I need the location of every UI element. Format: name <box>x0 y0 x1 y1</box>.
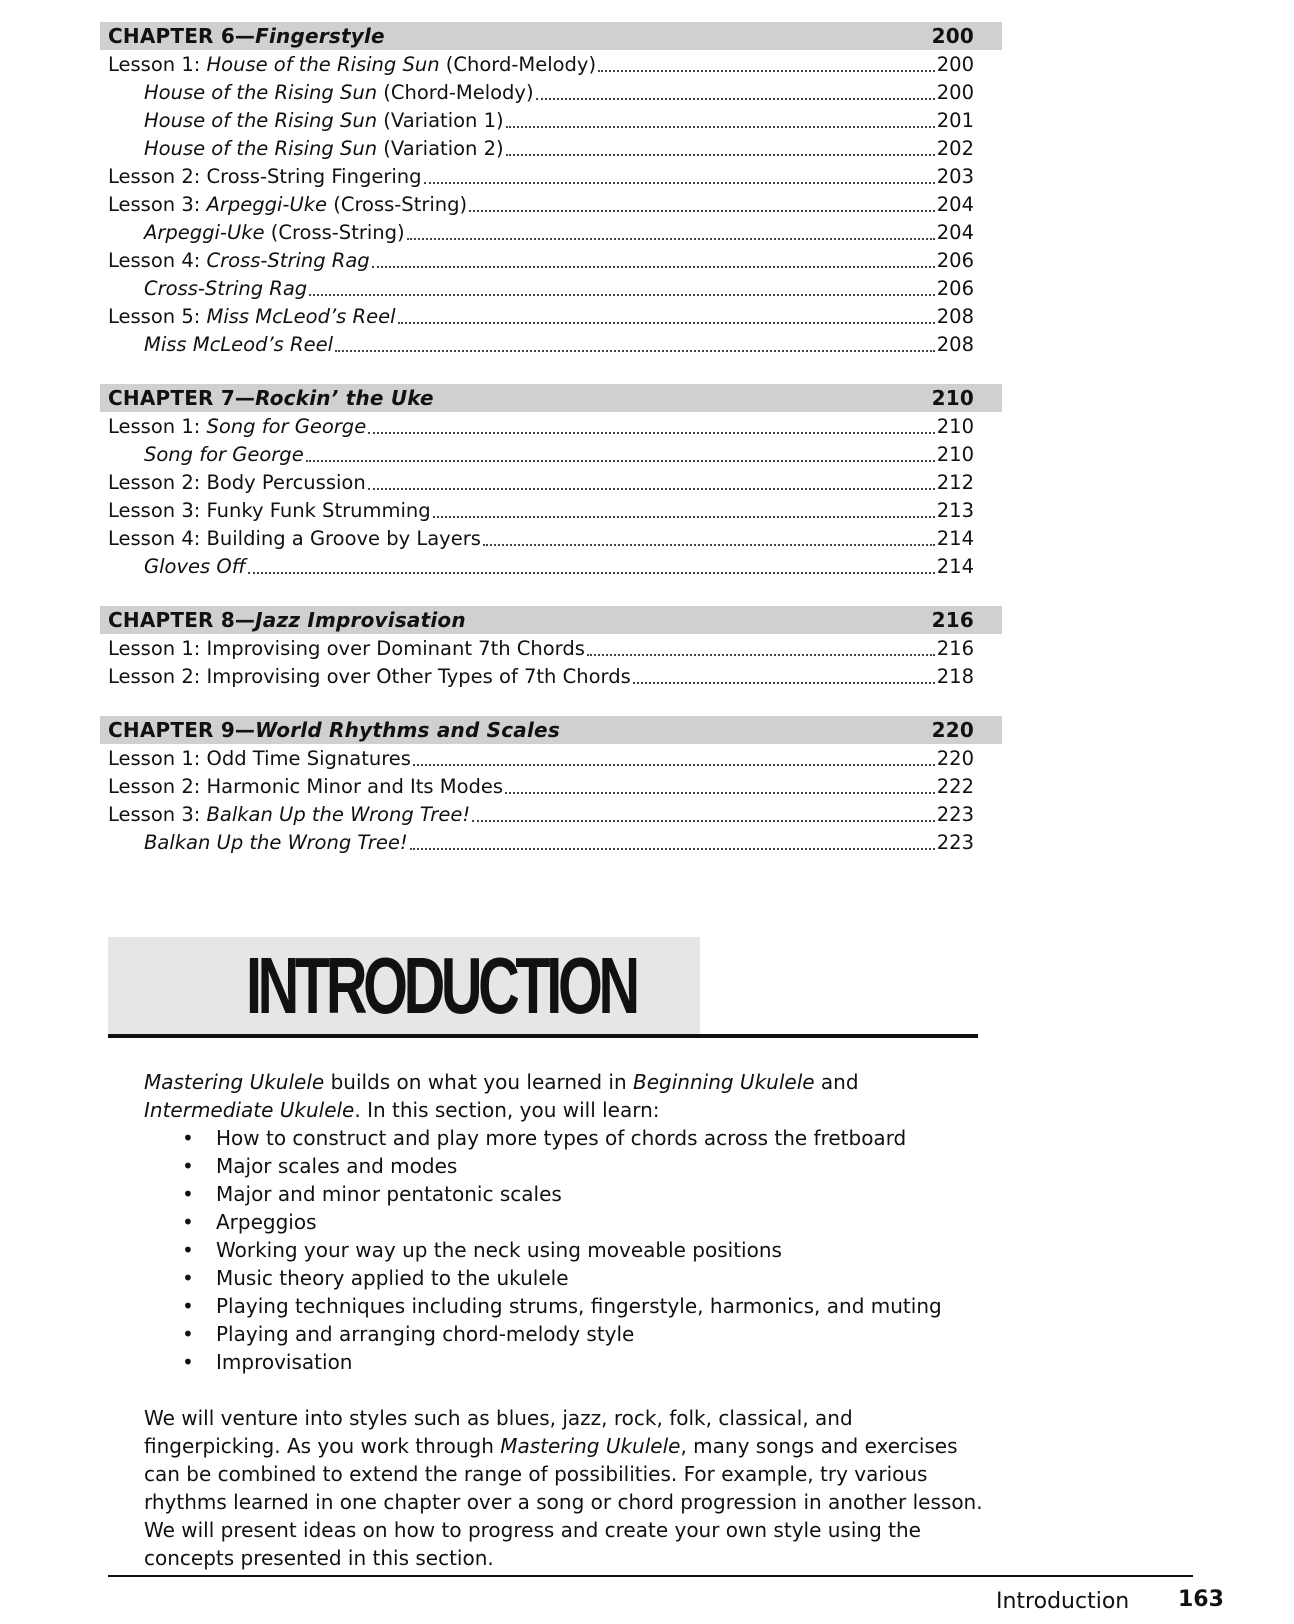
entry-prefix: Lesson 3: <box>108 193 207 216</box>
entry-prefix: Lesson 4: Building a Groove by Layers <box>108 527 481 550</box>
list-item <box>144 1208 984 1236</box>
entry-song-title: Arpeggi-Uke <box>144 221 265 244</box>
entry-page-number: 206 <box>936 277 974 300</box>
bullet-icon: • <box>182 1210 194 1234</box>
entry-page-number: 223 <box>936 831 974 854</box>
entry-page-number: 214 <box>936 527 974 550</box>
entry-title <box>144 276 307 302</box>
chapter-heading <box>100 22 1002 50</box>
entry-page-number: 210 <box>936 415 974 438</box>
entry-prefix: Lesson 1: <box>108 415 207 438</box>
book-title: Mastering Ukulele <box>500 1434 681 1458</box>
list-item-text: Working your way up the neck using moveable positions <box>216 1238 782 1262</box>
toc-entry <box>100 772 1002 800</box>
entry-suffix: (Cross-String) <box>327 193 468 216</box>
text: and <box>814 1070 859 1094</box>
entry-song-title: Gloves Off <box>144 555 246 578</box>
text: , many songs and exercises can be combined to extend the range of possibilities. For example, try various rhythms learned in one chapter over a song or chord progression in another lesson. We will present ideas on how to progress and create your own style using the concepts presented in this section. <box>144 1434 983 1570</box>
footer-section-label: Introduction <box>996 1589 1130 1614</box>
entry-prefix: Lesson 2: Body Percussion <box>108 471 366 494</box>
dot-leader <box>407 238 935 240</box>
entry-song-title: Balkan Up the Wrong Tree! <box>144 831 408 854</box>
entry-page-number: 223 <box>936 803 974 826</box>
entry-page-number: 220 <box>936 747 974 770</box>
chapter-heading <box>100 606 1002 634</box>
book-title: Beginning Ukulele <box>633 1070 815 1094</box>
list-item <box>144 1180 984 1208</box>
list-item <box>144 1236 984 1264</box>
entry-prefix: Lesson 4: <box>108 249 207 272</box>
toc-subentry <box>100 828 1002 856</box>
chapter-label: CHAPTER 6— <box>108 24 256 48</box>
entry-title <box>108 526 481 552</box>
learning-list <box>144 1124 984 1376</box>
entry-title <box>144 108 504 134</box>
dot-leader <box>335 350 935 352</box>
entry-song-title: Song for George <box>206 415 367 438</box>
entry-title <box>144 220 405 246</box>
intro-heading: INTRODUCTION <box>246 941 636 1030</box>
list-item <box>144 1152 984 1180</box>
entry-page-number: 206 <box>936 249 974 272</box>
entry-title <box>108 664 631 690</box>
toc-entry <box>100 162 1002 190</box>
entry-page-number: 214 <box>936 555 974 578</box>
dot-leader <box>424 182 935 184</box>
entry-song-title: Miss McLeod’s Reel <box>206 305 396 328</box>
toc-entry <box>100 412 1002 440</box>
list-item-text: Playing techniques including strums, fingerstyle, harmonics, and muting <box>216 1294 942 1318</box>
chapter-heading <box>100 716 1002 744</box>
chapter-label: CHAPTER 9— <box>108 718 256 742</box>
entry-page-number: 210 <box>936 443 974 466</box>
entry-page-number: 201 <box>936 109 974 132</box>
dot-leader <box>398 322 935 324</box>
dot-leader <box>413 764 935 766</box>
toc-subentry <box>100 78 1002 106</box>
chapter-page-number: 200 <box>931 24 974 48</box>
entry-title <box>108 636 585 662</box>
entry-prefix: Lesson 2: Harmonic Minor and Its Modes <box>108 775 504 798</box>
dot-leader <box>506 154 935 156</box>
entry-title <box>144 136 504 162</box>
entry-title <box>108 414 366 440</box>
chapter-label: CHAPTER 7— <box>108 386 256 410</box>
chapter-page-number: 210 <box>931 386 974 410</box>
list-item-text: Improvisation <box>216 1350 353 1374</box>
entry-prefix: Lesson 5: <box>108 305 207 328</box>
toc-entry <box>100 50 1002 78</box>
dot-leader <box>372 266 935 268</box>
list-item <box>144 1292 984 1320</box>
list-item-text: Major scales and modes <box>216 1154 458 1178</box>
entry-prefix: Lesson 2: Cross-String Fingering <box>108 165 422 188</box>
entry-title <box>108 498 431 524</box>
dot-leader <box>506 126 935 128</box>
bullet-icon: • <box>182 1238 194 1262</box>
list-item-text: How to construct and play more types of chords across the fretboard <box>216 1126 907 1150</box>
dot-leader <box>368 432 935 434</box>
toc-subentry <box>100 218 1002 246</box>
chapter-label: CHAPTER 8— <box>108 608 256 632</box>
chapter-title <box>108 386 434 410</box>
toc-entry <box>100 496 1002 524</box>
entry-title <box>108 746 411 772</box>
toc-subentry <box>100 274 1002 302</box>
entry-title <box>108 802 470 828</box>
dot-leader <box>309 294 935 296</box>
entry-song-title: House of the Rising Sun <box>206 53 440 76</box>
entry-page-number: 200 <box>936 81 974 104</box>
entry-prefix: Lesson 1: Improvising over Dominant 7th Chords <box>108 637 585 660</box>
toc-subentry <box>100 552 1002 580</box>
entry-page-number: 213 <box>936 499 974 522</box>
chapter-page-number: 216 <box>931 608 974 632</box>
list-item <box>144 1264 984 1292</box>
bullet-icon: • <box>182 1266 194 1290</box>
entry-suffix: (Variation 2) <box>377 137 504 160</box>
entry-suffix: (Chord-Melody) <box>439 53 597 76</box>
list-item-text: Arpeggios <box>216 1210 317 1234</box>
dot-leader <box>483 544 935 546</box>
entry-title <box>144 332 333 358</box>
text: builds on what you learned in <box>324 1070 634 1094</box>
entry-page-number: 200 <box>936 53 974 76</box>
dot-leader <box>472 820 935 822</box>
footer-rule <box>108 1575 1193 1577</box>
entry-suffix: (Variation 1) <box>377 109 504 132</box>
entry-page-number: 208 <box>936 333 974 356</box>
entry-title <box>108 192 467 218</box>
toc-entry <box>100 800 1002 828</box>
dot-leader <box>587 654 935 656</box>
entry-song-title: Cross-String Rag <box>144 277 308 300</box>
toc-entry <box>100 246 1002 274</box>
entry-page-number: 204 <box>936 193 974 216</box>
chapter-title <box>108 608 466 632</box>
entry-prefix: Lesson 1: <box>108 53 207 76</box>
bullet-icon: • <box>182 1350 194 1374</box>
bullet-icon: • <box>182 1182 194 1206</box>
entry-song-title: Arpeggi-Uke <box>206 193 328 216</box>
text: We will venture into styles such as blues, jazz, rock, folk, classical, and fingerpicking. As you work through <box>144 1406 853 1458</box>
list-item-text: Music theory applied to the ukulele <box>216 1266 569 1290</box>
dot-leader <box>410 848 935 850</box>
chapter-subtitle: World Rhythms and Scales <box>255 718 560 742</box>
intro-body <box>144 1068 984 1572</box>
entry-title <box>144 554 246 580</box>
toc-chapter <box>100 384 1002 580</box>
intro-paragraph-1 <box>144 1068 984 1124</box>
entry-title <box>108 52 596 78</box>
entry-song-title: Cross-String Rag <box>206 249 370 272</box>
bullet-icon: • <box>182 1154 194 1178</box>
toc-subentry <box>100 106 1002 134</box>
toc-entry <box>100 634 1002 662</box>
entry-page-number: 208 <box>936 305 974 328</box>
entry-song-title: House of the Rising Sun <box>144 81 378 104</box>
entry-song-title: House of the Rising Sun <box>144 137 378 160</box>
toc-entry <box>100 744 1002 772</box>
list-item <box>144 1348 984 1376</box>
entry-song-title: Balkan Up the Wrong Tree! <box>206 803 471 826</box>
dot-leader <box>505 792 935 794</box>
intro-heading-rule <box>108 1034 978 1038</box>
toc-chapter <box>100 22 1002 358</box>
entry-song-title: House of the Rising Sun <box>144 109 378 132</box>
entry-page-number: 203 <box>936 165 974 188</box>
entry-page-number: 202 <box>936 137 974 160</box>
bullet-icon: • <box>182 1294 194 1318</box>
toc-chapter <box>100 716 1002 856</box>
book-title: Intermediate Ukulele <box>144 1098 355 1122</box>
entry-title <box>108 248 370 274</box>
entry-title <box>144 830 408 856</box>
dot-leader <box>248 572 935 574</box>
list-item-text: Major and minor pentatonic scales <box>216 1182 562 1206</box>
entry-prefix: Lesson 2: Improvising over Other Types of 7th Chords <box>108 665 631 688</box>
toc-subentry <box>100 330 1002 358</box>
text: . In this section, you will learn: <box>354 1098 660 1122</box>
bullet-icon: • <box>182 1322 194 1346</box>
entry-title <box>108 774 503 800</box>
entry-prefix: Lesson 3: <box>108 803 207 826</box>
entry-song-title: Miss McLeod’s Reel <box>144 333 333 356</box>
footer-page-number: 163 <box>1178 1587 1224 1612</box>
entry-prefix: Lesson 3: Funky Funk Strumming <box>108 499 431 522</box>
chapter-heading <box>100 384 1002 412</box>
entry-page-number: 204 <box>936 221 974 244</box>
intro-paragraph-2 <box>144 1404 984 1572</box>
dot-leader <box>306 460 935 462</box>
chapter-subtitle: Fingerstyle <box>255 24 385 48</box>
dot-leader <box>598 70 935 72</box>
chapter-page-number: 220 <box>931 718 974 742</box>
toc-entry <box>100 468 1002 496</box>
entry-page-number: 212 <box>936 471 974 494</box>
dot-leader <box>433 516 935 518</box>
list-item <box>144 1320 984 1348</box>
dot-leader <box>368 488 935 490</box>
dot-leader <box>633 682 935 684</box>
entry-page-number: 222 <box>936 775 974 798</box>
toc-subentry <box>100 134 1002 162</box>
entry-suffix: (Chord-Melody) <box>377 81 534 104</box>
toc-entry <box>100 302 1002 330</box>
list-item <box>144 1124 984 1152</box>
dot-leader <box>536 98 935 100</box>
table-of-contents <box>100 22 1002 882</box>
chapter-title <box>108 718 560 742</box>
toc-subentry <box>100 440 1002 468</box>
entry-title <box>144 442 304 468</box>
entry-page-number: 218 <box>936 665 974 688</box>
entry-title <box>108 470 366 496</box>
toc-entry <box>100 524 1002 552</box>
entry-page-number: 216 <box>936 637 974 660</box>
entry-suffix: (Cross-String) <box>264 221 405 244</box>
toc-entry <box>100 662 1002 690</box>
chapter-title <box>108 24 385 48</box>
entry-title <box>108 164 422 190</box>
bullet-icon: • <box>182 1126 194 1150</box>
toc-entry <box>100 190 1002 218</box>
toc-chapter <box>100 606 1002 690</box>
dot-leader <box>469 210 935 212</box>
entry-prefix: Lesson 1: Odd Time Signatures <box>108 747 411 770</box>
list-item-text: Playing and arranging chord-melody style <box>216 1322 635 1346</box>
entry-title <box>108 304 396 330</box>
entry-title <box>144 80 534 106</box>
book-title: Mastering Ukulele <box>144 1070 325 1094</box>
chapter-subtitle: Jazz Improvisation <box>255 608 466 632</box>
chapter-subtitle: Rockin’ the Uke <box>255 386 434 410</box>
entry-song-title: Song for George <box>144 443 304 466</box>
